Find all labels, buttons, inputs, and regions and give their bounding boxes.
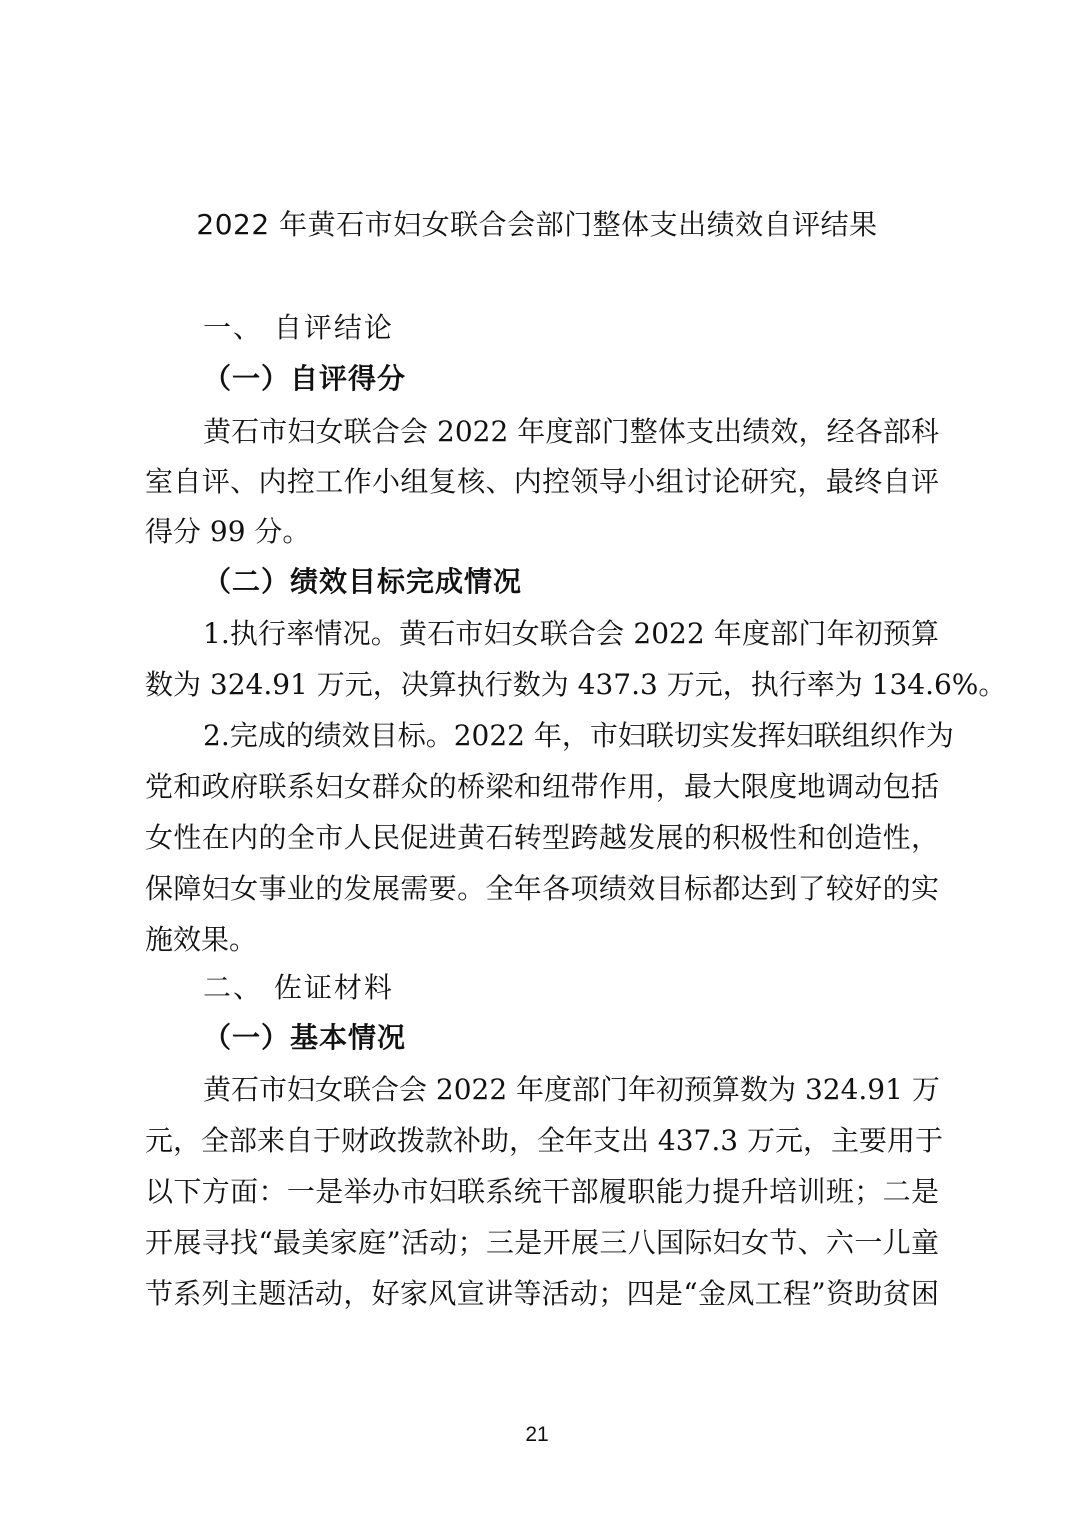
paragraph-line: 得分 99 分。 — [145, 515, 311, 548]
section-heading-conclusion: 一、 自评结论 — [203, 311, 394, 344]
subheading-basic-info: （一）基本情况 — [203, 1021, 407, 1054]
paragraph-line: 黄石市妇女联合会 2022 年度部门整体支出绩效，经各部科 — [203, 415, 939, 448]
page-number: 21 — [525, 1423, 549, 1446]
paragraph-line: 节系列主题活动，好家风宣讲等活动；四是“金凤工程”资助贫困 — [145, 1277, 939, 1310]
paragraph-line: 数为 324.91 万元，决算执行数为 437.3 万元，执行率为 134.6%。 — [145, 668, 1007, 701]
paragraph-line: 元，全部来自于财政拨款补助，全年支出 437.3 万元，主要用于 — [145, 1124, 943, 1157]
paragraph-line: 开展寻找“最美家庭”活动；三是开展三八国际妇女节、六一儿童 — [145, 1226, 939, 1259]
subheading-self-score: （一）自评得分 — [203, 362, 407, 395]
paragraph-line: 施效果。 — [145, 923, 258, 956]
paragraph-line: 黄石市妇女联合会 2022 年度部门年初预算数为 324.91 万 — [203, 1073, 940, 1106]
paragraph-line: 室自评、内控工作小组复核、内控领导小组讨论研究，最终自评 — [145, 465, 939, 498]
paragraph-line: 党和政府联系妇女群众的桥梁和纽带作用，最大限度地调动包括 — [145, 770, 939, 803]
subheading-goal-completion: （二）绩效目标完成情况 — [203, 565, 523, 598]
paragraph-line: 2.完成的绩效目标。2022 年，市妇联切实发挥妇联组织作为 — [203, 719, 954, 752]
document-title: 2022 年黄石市妇女联合会部门整体支出绩效自评结果 — [196, 208, 878, 241]
paragraph-line: 女性在内的全市人民促进黄石转型跨越发展的积极性和创造性， — [145, 821, 939, 854]
paragraph-line: 1.执行率情况。黄石市妇女联合会 2022 年度部门年初预算 — [203, 617, 939, 650]
paragraph-line: 保障妇女事业的发展需要。全年各项绩效目标都达到了较好的实 — [145, 872, 939, 905]
section-heading-evidence: 二、 佐证材料 — [203, 971, 394, 1004]
paragraph-line: 以下方面：一是举办市妇联系统干部履职能力提升培训班；二是 — [145, 1175, 939, 1208]
